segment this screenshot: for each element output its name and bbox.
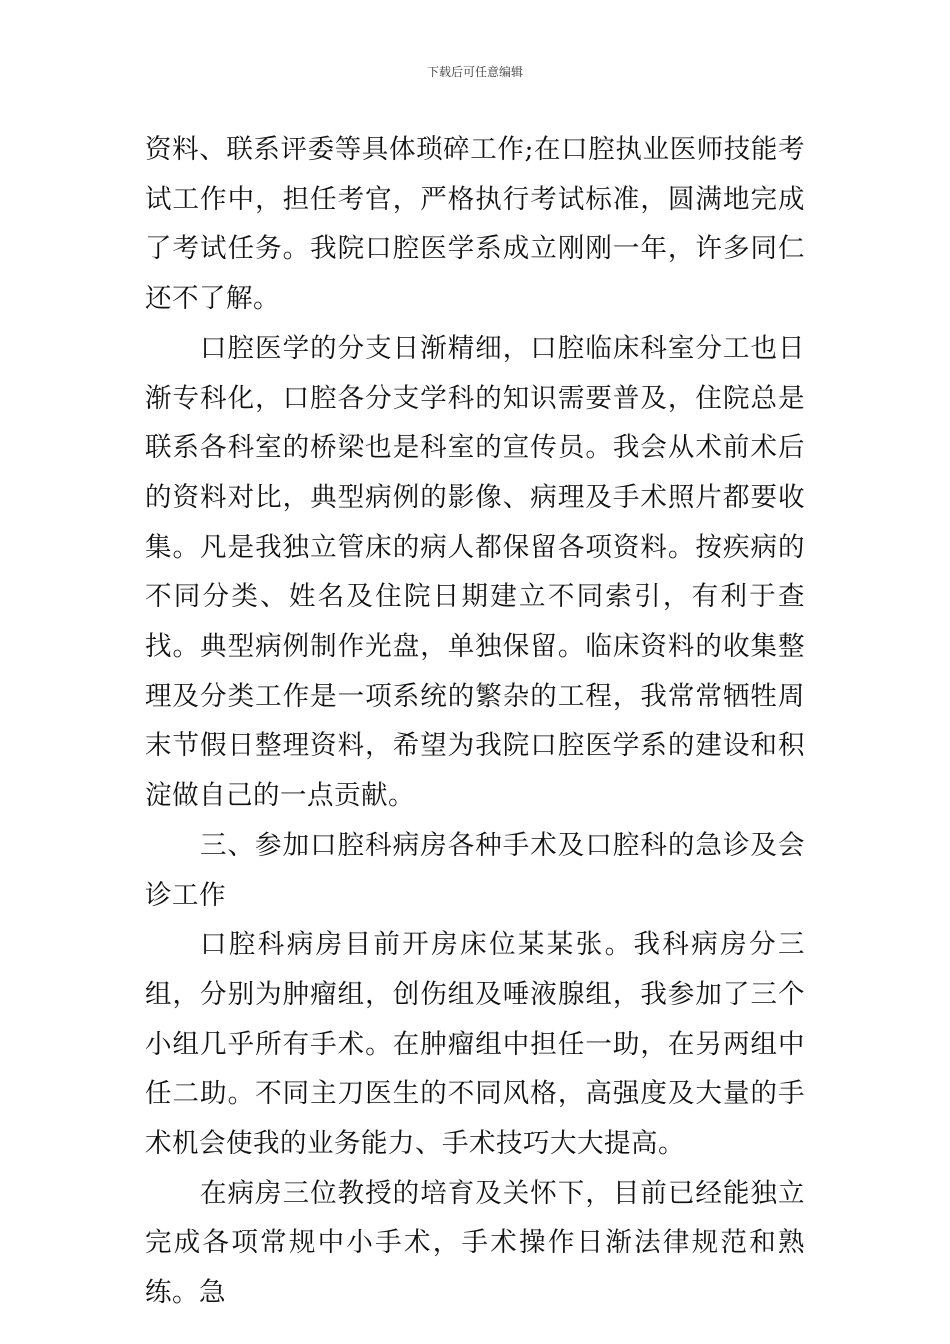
- paragraph-1: 资料、联系评委等具体琐碎工作;在口腔执业医师技能考试工作中，担任考官，严格执行考试标准，圆满地完成了考试任务。我院口腔医学系成立刚刚一年，许多同仁还不了解。: [145, 134, 805, 315]
- page-header: 下载后可任意编辑: [426, 65, 523, 79]
- paragraph-5: 在病房三位教授的培育及关怀下，目前已经能独立完成各项常规中小手术，手术操作日渐法律规范和熟练。急: [145, 1177, 805, 1309]
- paragraph-2: 口腔医学的分支日渐精细，口腔临床科室分工也日渐专科化，口腔各分支学科的知识需要普及，住院总是联系各科室的桥梁也是科室的宣传员。我会从术前术后的资料对比，典型病例的影像、病理及手术照片都要收集。凡是我独立管床的病人都保留各项资料。按疾病的不同分类、姓名及住院日期建立不同索引，有利于查找。典型病例制作光盘，单独保留。临床资料的收集整理及分类工作是一项系统的繁杂的工程，我常常牺牲周末节假日整理资料，希望为我院口腔医学系的建设和积淀做自己的一点贡献。: [145, 332, 805, 812]
- paragraph-4: 口腔科病房目前开房床位某某张。我科病房分三组，分别为肿瘤组，创伤组及唾液腺组，我参加了三个小组几乎所有手术。在肿瘤组中担任一助，在另两组中任二助。不同主刀医生的不同风格，高强度及大量的手术机会使我的业务能力、手术技巧大大提高。: [145, 929, 805, 1160]
- section-heading-3: 三、参加口腔科病房各种手术及口腔科的急诊及会诊工作: [145, 829, 805, 911]
- document-body: [145, 125, 805, 1318]
